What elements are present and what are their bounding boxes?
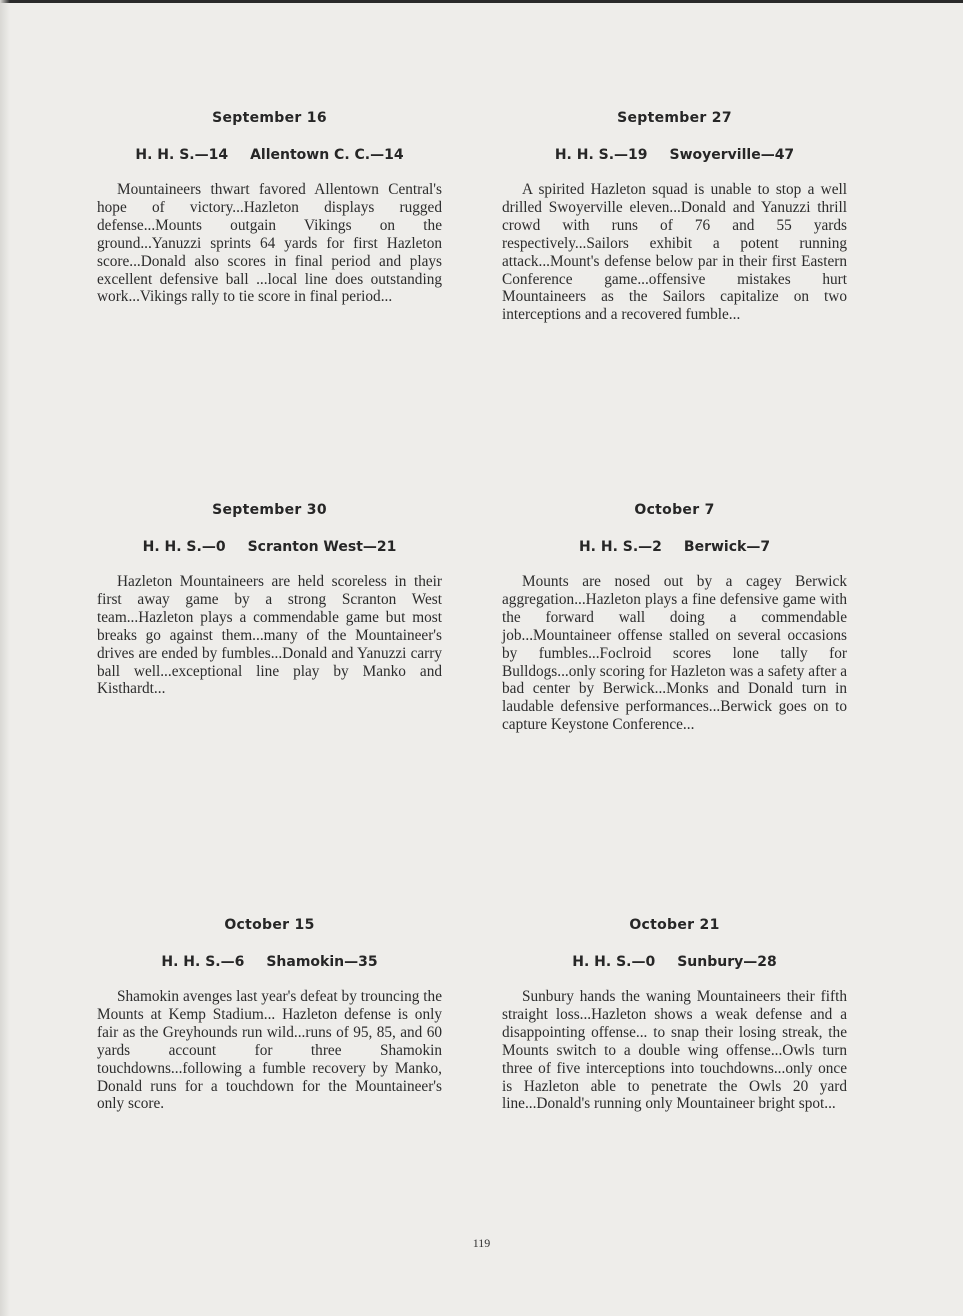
game-description: Mounts are nosed out by a cagey Berwick aggregation...Hazleton plays a fine defensive game with the forward wall doing a commendable job...Mountaineer offense stalled on several occasions by fumbles...Foclroid scores lone tally for Bulldogs...only scoring for Hazleton was a safety after a bad center by Berwick...Monks and Donald turn in laudable defensive performances...Berwick goes on to capture Keystone Conference... bbox=[502, 573, 847, 734]
game-score bbox=[97, 145, 442, 165]
game-description: Shamokin avenges last year's defeat by trouncing the Mounts at Kemp Stadium... Hazleton defense is only fair as the Greyhounds run wild...runs of 95, 85, and 60 yards account for three Shamokin touchdowns...following a fumble recovery by Manko, Donald runs for a touchdown for the Mountaineer's only score. bbox=[97, 988, 442, 1113]
game-score bbox=[502, 952, 847, 972]
game-summary-october-21 bbox=[502, 915, 847, 1113]
opponent-score: Sunbury—28 bbox=[677, 954, 777, 970]
home-score: H. H. S.—2 bbox=[578, 539, 662, 555]
game-summary-october-7 bbox=[502, 500, 847, 734]
game-description: A spirited Hazleton squad is unable to stop a well drilled Swoyerville eleven...Donald and Yanuzzi thrill crowd with runs of 76 and 55 yards respectively...Sailors exhibit a potent running attack...Mount's defense below par in their first Eastern Conference game...offensive mistakes hurt Mountaineers as the Sailors capitalize on two interceptions and a recovered fumble... bbox=[502, 181, 847, 324]
game-summary-september-16 bbox=[97, 108, 442, 306]
page-number: 119 bbox=[472, 1236, 491, 1250]
game-summary-september-27 bbox=[502, 108, 847, 324]
game-score bbox=[97, 537, 442, 557]
home-score: H. H. S.—0 bbox=[572, 954, 656, 970]
game-summary-october-15 bbox=[97, 915, 442, 1113]
game-date: October 15 bbox=[224, 917, 315, 933]
opponent-score: Scranton West—21 bbox=[247, 539, 397, 555]
game-score bbox=[502, 145, 847, 165]
page-gutter-shadow bbox=[0, 0, 10, 1316]
game-summary-september-30 bbox=[97, 500, 442, 698]
opponent-score: Shamokin—35 bbox=[266, 954, 378, 970]
game-date: October 21 bbox=[629, 917, 720, 933]
game-description: Mountaineers thwart favored Allentown Central's hope of victory...Hazleton displays rugged defense...Mounts outgain Vikings on the ground...Yanuzzi sprints 64 yards for first Hazleton score...Donald also scores in final period and plays excellent defensive ball ...local line does outstanding work...Vikings rally to tie score in final period... bbox=[97, 181, 442, 306]
home-score: H. H. S.—14 bbox=[135, 147, 229, 163]
opponent-score: Swoyerville—47 bbox=[669, 147, 795, 163]
game-description: Hazleton Mountaineers are held scoreless in their first away game by a strong Scranton West team...Hazleton plays a commendable game but most breaks go against them...many of the Mountaineer's drives are ended by fumbles...Donald and Yanuzzi carry ball well...exceptional line play by Manko and Kisthardt... bbox=[97, 573, 442, 698]
home-score: H. H. S.—19 bbox=[554, 147, 648, 163]
game-score bbox=[97, 952, 442, 972]
opponent-score: Allentown C. C.—14 bbox=[250, 147, 404, 163]
game-date: September 16 bbox=[212, 110, 327, 126]
home-score: H. H. S.—0 bbox=[142, 539, 226, 555]
game-date: September 30 bbox=[212, 502, 327, 518]
game-description: Sunbury hands the waning Mountaineers their fifth straight loss...Hazleton shows a weak defense and a disappointing offense... to snap their losing streak, the Mounts switch to a double wing offense...Owls turn three of five interceptions into touchdowns...only once is Hazleton able to penetrate the Owls 20 yard line...Donald's running only Mountaineer bright spot... bbox=[502, 988, 847, 1113]
game-score bbox=[502, 537, 847, 557]
game-date: September 27 bbox=[617, 110, 732, 126]
opponent-score: Berwick—7 bbox=[683, 539, 771, 555]
top-edge-line bbox=[0, 0, 963, 3]
home-score: H. H. S.—6 bbox=[161, 954, 245, 970]
game-date: October 7 bbox=[634, 502, 715, 518]
